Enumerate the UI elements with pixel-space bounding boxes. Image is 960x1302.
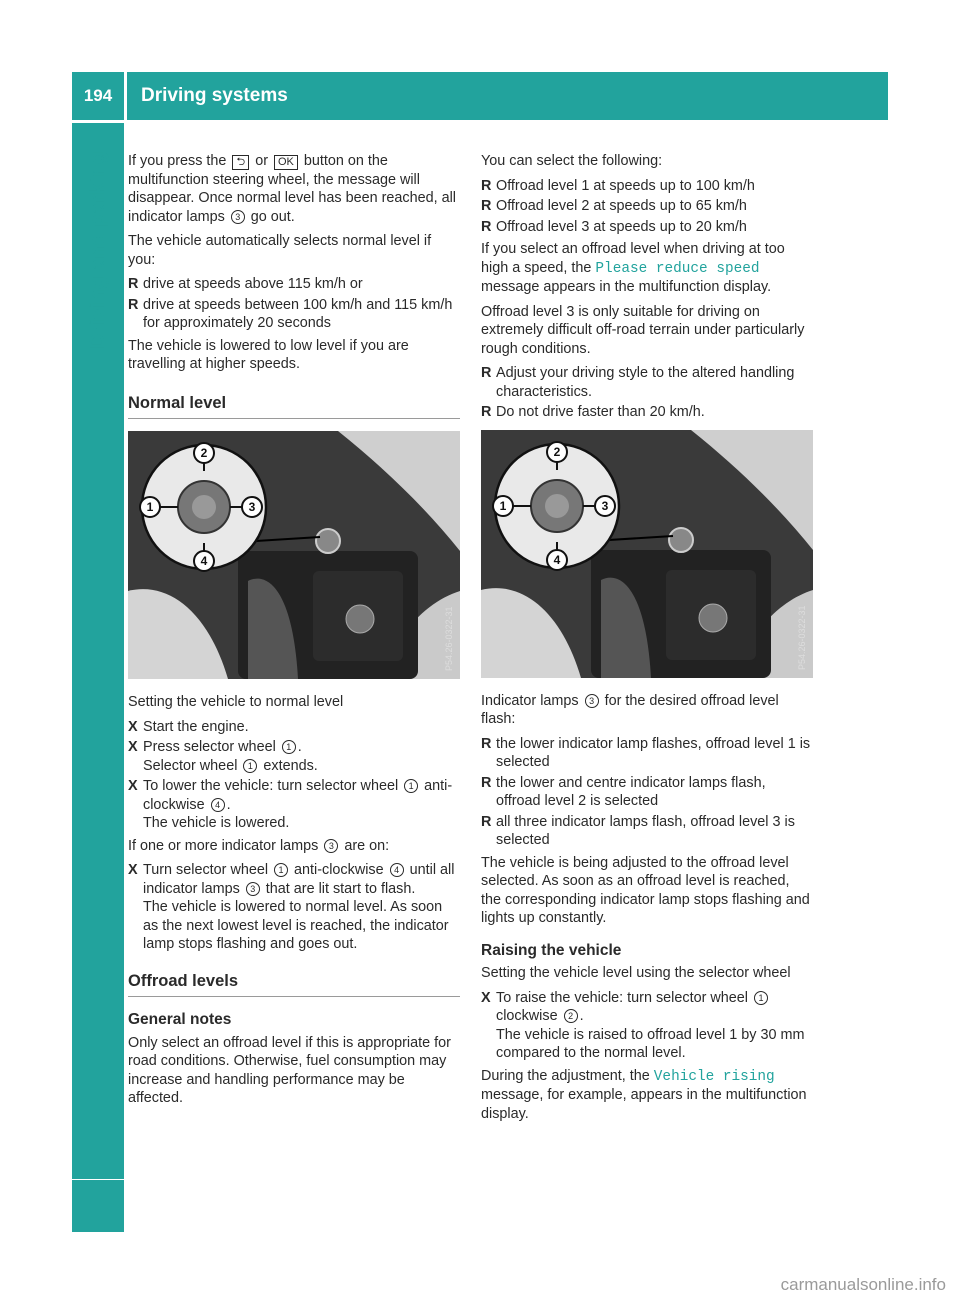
left-column <box>128 152 460 1114</box>
heading-general-notes: General notes <box>128 1011 232 1028</box>
paragraph: Only select an offroad level if this is appropriate for road conditions. Otherwise, fuel consumption may increase and handling performance may be affected. <box>128 1034 451 1106</box>
svg-text:2: 2 <box>200 446 208 460</box>
list-item: R drive at speeds between 100 km/h and 115 km/h for approximately 20 seconds <box>128 296 460 333</box>
watermark: carmanualsonline.info <box>780 1274 946 1294</box>
right-column <box>481 152 813 1129</box>
paragraph: If you press the ⮌ or OK button on the multifunction steering wheel, the message will disappear. Once normal level has been reached, all indicator lamps 3 go out. <box>128 153 456 225</box>
svg-text:1: 1 <box>499 498 507 513</box>
selector-wheel-photo <box>128 431 460 679</box>
list-item: R Do not drive faster than 20 km/h. <box>481 403 813 422</box>
paragraph: The vehicle automatically selects normal level if you: <box>128 233 432 268</box>
heading-raising-vehicle: Raising the vehicle <box>481 941 622 959</box>
svg-text:4: 4 <box>553 552 561 567</box>
step-item: X Start the engine. <box>128 718 460 737</box>
callout-number: 3 <box>231 210 245 224</box>
paragraph: The vehicle is lowered to low level if you are travelling at higher speeds. <box>128 337 409 372</box>
selector-wheel-photo <box>481 430 813 678</box>
side-tab-label: Driving and parking <box>85 151 109 349</box>
display-message: Vehicle rising <box>653 1068 775 1085</box>
paragraph: If you select an offroad level when driving at too high a speed, the Please reduce speed message appears in the multifunction display. <box>481 241 785 295</box>
svg-text:4: 4 <box>200 554 208 568</box>
step-item: X Turn selector wheel 1 anti-clockwise 4 until all indicator lamps 3 that are lit start to flash. The vehicle is lowered to normal level. As soon as the next lowest level is reached, the indicator lamp stops flashing and goes out. <box>128 861 460 954</box>
bullet-list <box>128 275 460 333</box>
display-message: Please reduce speed <box>595 260 760 277</box>
paragraph: The vehicle is being adjusted to the offroad level selected. As soon as an offroad level is reached, the corresponding indicator lamp stops flashing and lights up constantly. <box>481 854 810 926</box>
heading-normal-level: Normal level <box>128 380 460 420</box>
svg-text:2: 2 <box>553 444 561 459</box>
step-list <box>128 861 460 954</box>
step-list <box>128 718 460 833</box>
step-item: X Press selector wheel 1 . Selector wheel 1 extends. <box>128 738 460 775</box>
svg-text:3: 3 <box>601 498 609 513</box>
heading-offroad-levels: Offroad levels <box>128 958 460 998</box>
list-item: R Offroad level 2 at speeds up to 65 km/h <box>481 197 813 216</box>
caption: Setting the vehicle to normal level <box>128 694 344 710</box>
photo-code: P54.26-0322-31 <box>444 606 454 671</box>
bullet-list <box>481 364 813 422</box>
list-item: R drive at speeds above 115 km/h or <box>128 275 460 294</box>
step-item: X To lower the vehicle: turn selector wheel 1 anti-clockwise 4 . The vehicle is lowered. <box>128 777 460 833</box>
svg-text:3: 3 <box>248 500 256 514</box>
side-tab-marker <box>72 1180 124 1232</box>
list-item: R the lower indicator lamp flashes, offroad level 1 is selected <box>481 735 813 772</box>
list-item: R Offroad level 1 at speeds up to 100 km/h <box>481 177 813 196</box>
paragraph: Indicator lamps 3 for the desired offroad level flash: <box>481 692 779 727</box>
ok-key-icon: OK <box>274 155 298 170</box>
paragraph: If one or more indicator lamps 3 are on: <box>128 837 390 854</box>
svg-text:1: 1 <box>146 500 154 514</box>
step-list <box>481 989 813 1063</box>
back-key-icon: ⮌ <box>232 155 249 170</box>
page-header <box>72 72 888 120</box>
list-item: R the lower and centre indicator lamps flash, offroad level 2 is selected <box>481 774 813 811</box>
page-number: 194 <box>72 72 124 120</box>
photo-code: P54.26-0322-31 <box>797 604 807 670</box>
bullet-list <box>481 177 813 237</box>
paragraph: Offroad level 3 is only suitable for driving on extremely difficult off-road terrain under particularly rough conditions. <box>481 303 805 357</box>
paragraph: During the adjustment, the Vehicle rising message, for example, appears in the multifunction display. <box>481 1067 807 1122</box>
section-title: Driving systems <box>127 72 888 120</box>
list-item: R Offroad level 3 at speeds up to 20 km/h <box>481 218 813 237</box>
paragraph: You can select the following: <box>481 153 663 169</box>
bullet-list <box>481 735 813 850</box>
paragraph: Setting the vehicle level using the selector wheel <box>481 965 791 981</box>
list-item: R Adjust your driving style to the altered handling characteristics. <box>481 364 813 401</box>
list-item: R all three indicator lamps flash, offroad level 3 is selected <box>481 813 813 850</box>
step-item: X To raise the vehicle: turn selector wheel 1 clockwise 2 . The vehicle is raised to offroad level 1 by 30 mm compared to the normal level. <box>481 989 813 1063</box>
